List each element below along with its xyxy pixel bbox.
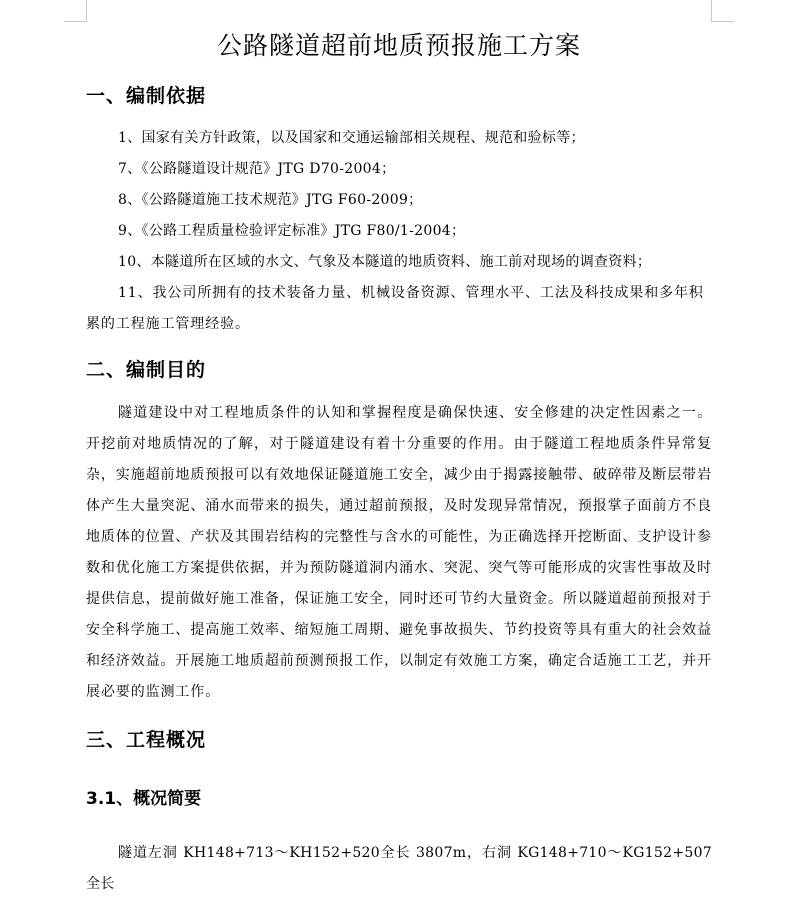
section-heading-basis: 一、编制依据 xyxy=(86,85,207,107)
subsection-heading-overview-summary: 3.1、概况简要 xyxy=(86,789,202,809)
document-title: 公路隧道超前地质预报施工方案 xyxy=(216,31,581,60)
list-item: 11、我公司所拥有的技术装备力量、机械设备资源、管理水平、工法及科技成果和多年积累的工程施工管理经验。 xyxy=(86,285,704,332)
section-heading-purpose: 二、编制目的 xyxy=(86,359,207,381)
overview-paragraph: 隧道左洞 KH148+713～KH152+520全长 3807m，右洞 KG148+710～KG152+507 全长 xyxy=(86,845,712,892)
section-heading-overview: 三、工程概况 xyxy=(86,729,207,751)
crop-mark-top-left-vertical xyxy=(86,0,87,22)
basis-list xyxy=(86,123,712,340)
purpose-paragraph: 隧道建设中对工程地质条件的认知和掌握程度是确保快速、安全修建的决定性因素之一。开挖前对地质情况的了解，对于隧道建设有着十分重要的作用。由于隧道工程地质条件异常复杂，实施超前地质预报可以有效地保证隧道施工安全，减少由于揭露接触带、破碎带及断层带岩体产生大量突泥、涌水而带来的损失，通过超前预报，及时发现异常情况，预报掌子面前方不良地质体的位置、产状及其围岩结构的完整性与含水的可能性，为正确选择开挖断面、支护设计参数和优化施工方案提供依据，并为预防隧道洞内涌水、突泥、突气等可能形成的灾害性事故及时提供信息，提前做好施工准备，保证施工安全，同时还可节约大量资金。所以隧道超前预报对于安全科学施工、提高施工效率、缩短施工周期、避免事故损失、节约投资等具有重大的社会效益和经济效益。开展施工地质超前预测预报工作，以制定有效施工方案，确定合适施工工艺，并开展必要的监测工作。 xyxy=(86,405,712,700)
list-item: 8、《公路隧道施工技术规范》JTG F60-2009； xyxy=(118,192,423,208)
crop-mark-top-right-vertical xyxy=(711,0,712,22)
list-item: 9、《公路工程质量检验评定标准》JTG F80/1-2004； xyxy=(118,223,466,239)
list-item: 1、国家有关方针政策，以及国家和交通运输部相关规程、规范和验标等； xyxy=(118,130,585,146)
list-item: 10、本隧道所在区域的水文、气象及本隧道的地质资料、施工前对现场的调查资料； xyxy=(118,254,652,270)
crop-mark-top-right-horizontal xyxy=(711,21,734,22)
crop-mark-top-left-horizontal xyxy=(64,21,87,22)
list-item: 7、《公路隧道设计规范》JTG D70-2004； xyxy=(118,161,396,177)
